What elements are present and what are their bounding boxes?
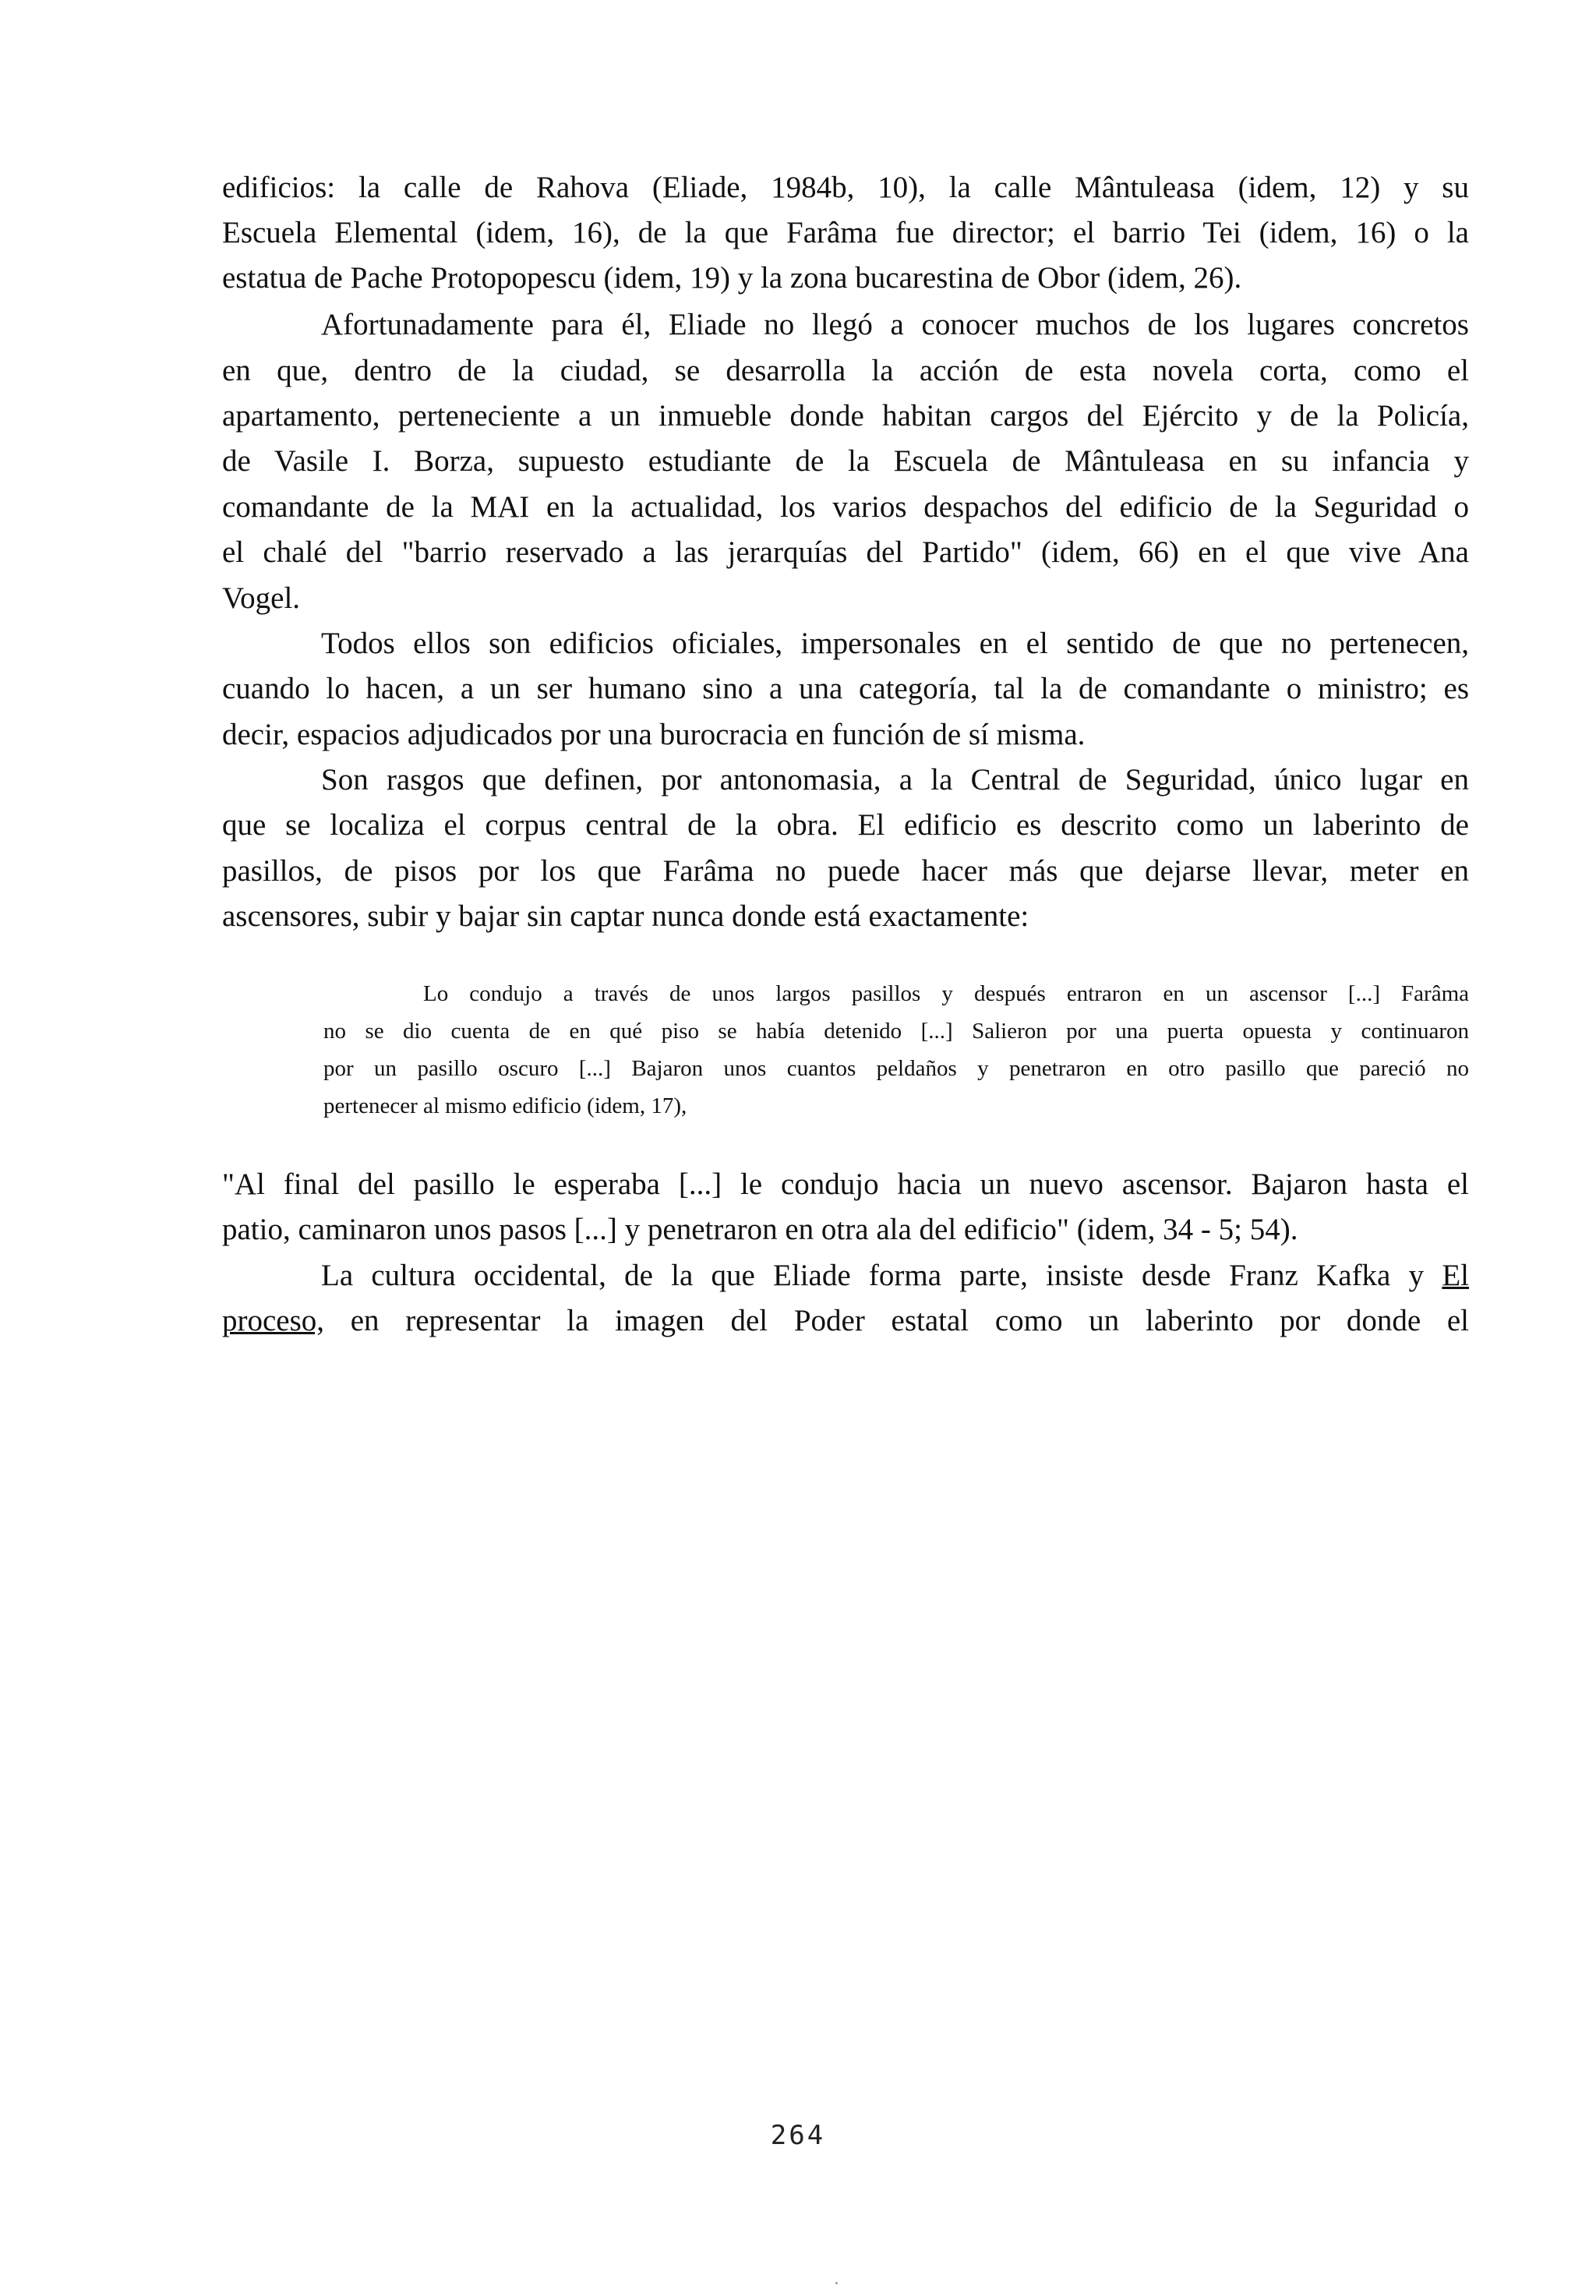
text-line: edificios: la calle de Rahova (Eliade, 1984b, 10), la calle Mântuleasa (idem, 12) y su — [222, 171, 1469, 204]
text-line: comandante de la MAI en la actualidad, los varios despachos del edificio de la Seguridad o — [222, 490, 1469, 524]
block-quote-line: pertenecer al mismo edificio (idem, 17), — [323, 1093, 687, 1118]
text-line — [222, 1303, 1469, 1339]
text-line: Son rasgos que definen, por antonomasia, a la Central de Seguridad, único lugar en — [321, 763, 1469, 797]
text-line: pasillos, de pisos por los que Farâma no puede hacer más que dejarse llevar, meter en — [222, 854, 1469, 888]
text-line: "Al final del pasillo le esperaba [...] le condujo hacia un nuevo ascensor. Bajaron hasta el — [222, 1167, 1469, 1201]
text-line: patio, caminaron unos pasos [...] y penetraron en otra ala del edificio" (idem, 34 - 5; 54). — [222, 1213, 1298, 1246]
block-quote-line: Lo condujo a través de unos largos pasillos y después entraron en un ascensor [...] Farâma — [423, 981, 1469, 1006]
text-line: el chalé del "barrio reservado a las jerarquías del Partido" (idem, 66) en el que vive Ana — [222, 535, 1469, 569]
text-line: Vogel. — [222, 581, 301, 615]
text-line: que se localiza el corpus central de la obra. El edificio es descrito como un laberinto de — [222, 808, 1469, 842]
text-line: en que, dentro de la ciudad, se desarrolla la acción de esta novela corta, como el — [222, 354, 1469, 387]
scan-speck — [835, 2282, 838, 2284]
text-line: estatua de Pache Protopopescu (idem, 19) y la zona bucarestina de Obor (idem, 26). — [222, 261, 1242, 295]
book-title-fragment: El — [1442, 1259, 1470, 1292]
text-span: en representar la imagen del Poder estatal como un laberinto por donde el — [350, 1304, 1469, 1337]
text-line: apartamento, perteneciente a un inmueble donde habitan cargos del Ejército y de la Policía, — [222, 399, 1469, 433]
text-line: decir, espacios adjudicados por una burocracia en función de sí misma. — [222, 718, 1086, 751]
text-span: La cultura occidental, de la que Eliade forma parte, insiste desde Franz Kafka y — [321, 1259, 1425, 1292]
text-line: Todos ellos son edificios oficiales, impersonales en el sentido de que no pertenecen, — [321, 627, 1469, 660]
text-line: Afortunadamente para él, Eliade no llegó a conocer muchos de los lugares concretos — [321, 308, 1469, 341]
text-line: Escuela Elemental (idem, 16), de la que Farâma fue director; el barrio Tei (idem, 16) o la — [222, 216, 1469, 249]
text-line: cuando lo hacen, a un ser humano sino a una categoría, tal la de comandante o ministro; es — [222, 672, 1469, 705]
page-number: 264 — [770, 2120, 826, 2151]
block-quote-line: no se dio cuenta de en qué piso se había detenido [...] Salieron por una puerta opuesta y continuaron — [323, 1019, 1469, 1044]
block-quote-line: por un pasillo oscuro [...] Bajaron unos cuantos peldaños y penetraron en otro pasillo que pareció no — [323, 1056, 1469, 1081]
text-line: ascensores, subir y bajar sin captar nunca donde está exactamente: — [222, 899, 1029, 933]
book-title-fragment: proceso, — [222, 1304, 325, 1337]
text-line: de Vasile I. Borza, supuesto estudiante de la Escuela de Mântuleasa en su infancia y — [222, 444, 1469, 478]
text-line — [321, 1258, 1469, 1294]
